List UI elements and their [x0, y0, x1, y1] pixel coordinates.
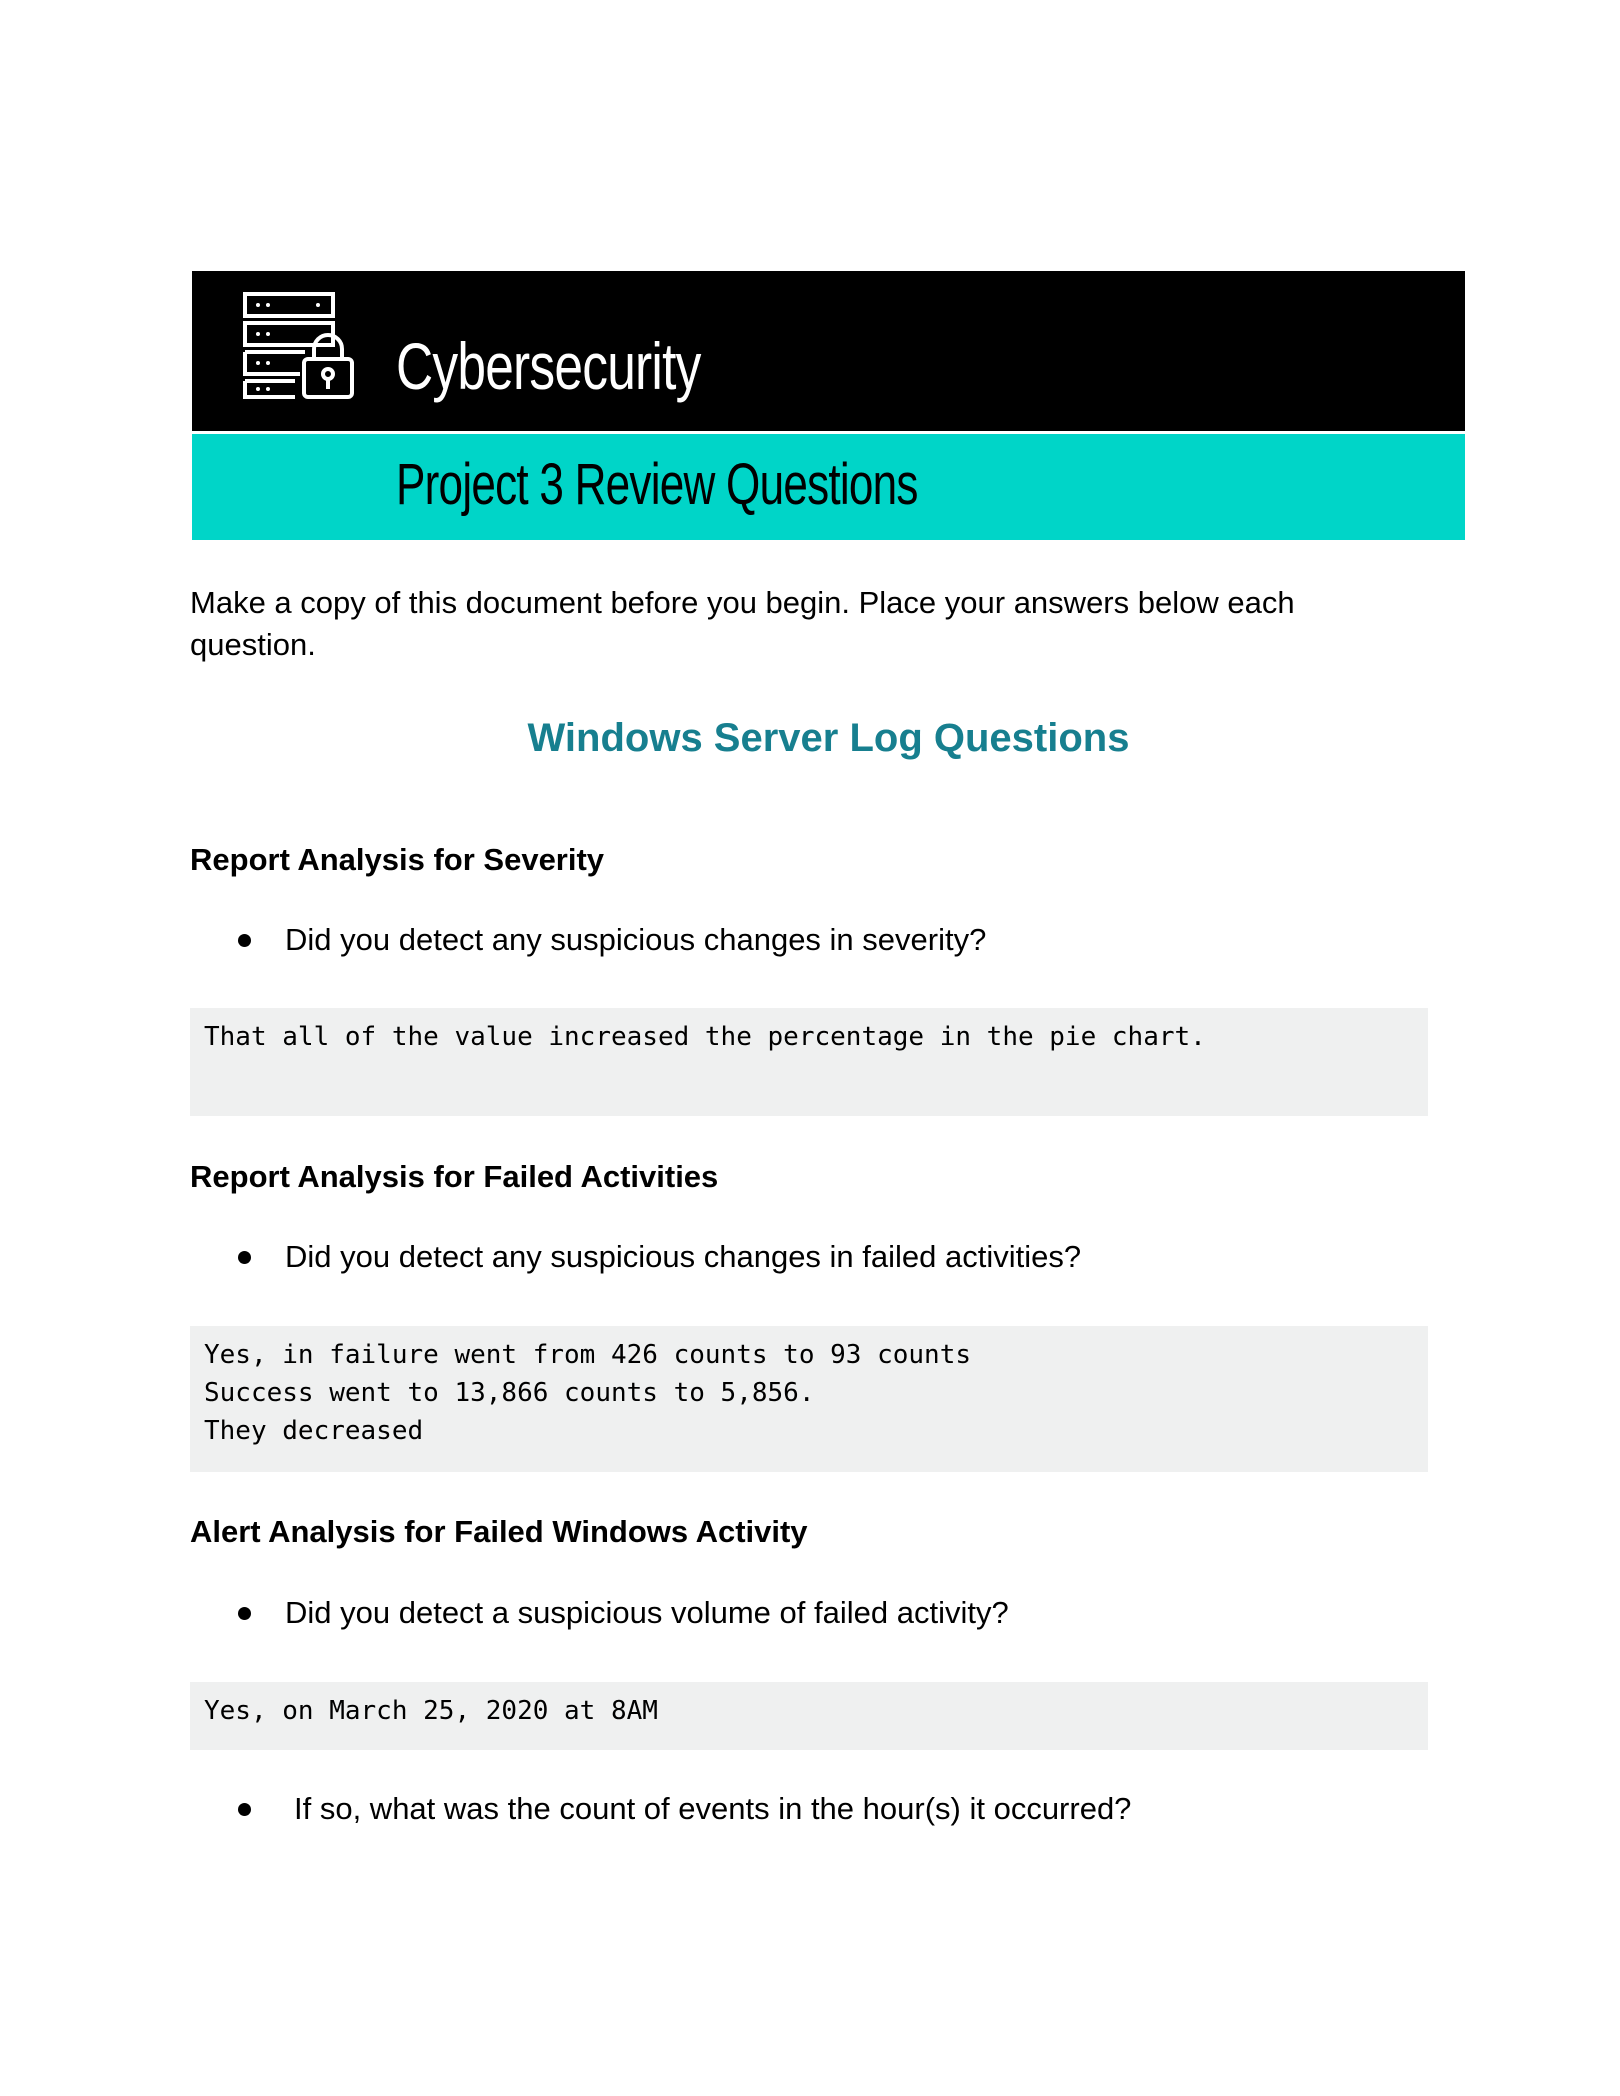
banner-subtitle: Project 3 Review Questions — [396, 452, 918, 517]
bullet-icon — [238, 1607, 251, 1620]
question-text: If so, what was the count of events in the hour(s) it occurred? — [294, 1791, 1132, 1826]
question-failed-windows-activity — [238, 1595, 1009, 1631]
question-event-count — [238, 1791, 1131, 1827]
answer-failed-windows-activity[interactable]: Yes, on March 25, 2020 at 8AM — [190, 1682, 1428, 1750]
question-severity — [238, 922, 986, 958]
section-title: Windows Server Log Questions — [527, 716, 1130, 760]
bullet-icon — [238, 1803, 251, 1816]
question-text: Did you detect any suspicious changes in severity? — [285, 922, 987, 957]
question-text: Did you detect a suspicious volume of failed activity? — [285, 1595, 1009, 1630]
bullet-icon — [238, 934, 251, 947]
heading-failed-activities: Report Analysis for Failed Activities — [190, 1159, 719, 1194]
intro-text: Make a copy of this document before you begin. Place your answers below each question. — [190, 585, 1295, 662]
server-lock-icon — [242, 291, 358, 401]
banner-header — [192, 271, 1465, 431]
heading-severity: Report Analysis for Severity — [190, 842, 605, 877]
question-failed-activities — [238, 1239, 1081, 1275]
answer-severity[interactable]: That all of the value increased the percentage in the pie chart. — [190, 1008, 1428, 1116]
question-text: Did you detect any suspicious changes in failed activities? — [285, 1239, 1082, 1274]
banner-title: Cybersecurity — [396, 329, 701, 403]
bullet-icon — [238, 1251, 251, 1264]
banner-subtitle-bar — [192, 434, 1465, 540]
heading-failed-windows-activity: Alert Analysis for Failed Windows Activity — [190, 1514, 808, 1549]
answer-failed-activities[interactable]: Yes, in failure went from 426 counts to 93 counts Success went to 13,866 counts to 5,856. They decreased — [190, 1326, 1428, 1472]
